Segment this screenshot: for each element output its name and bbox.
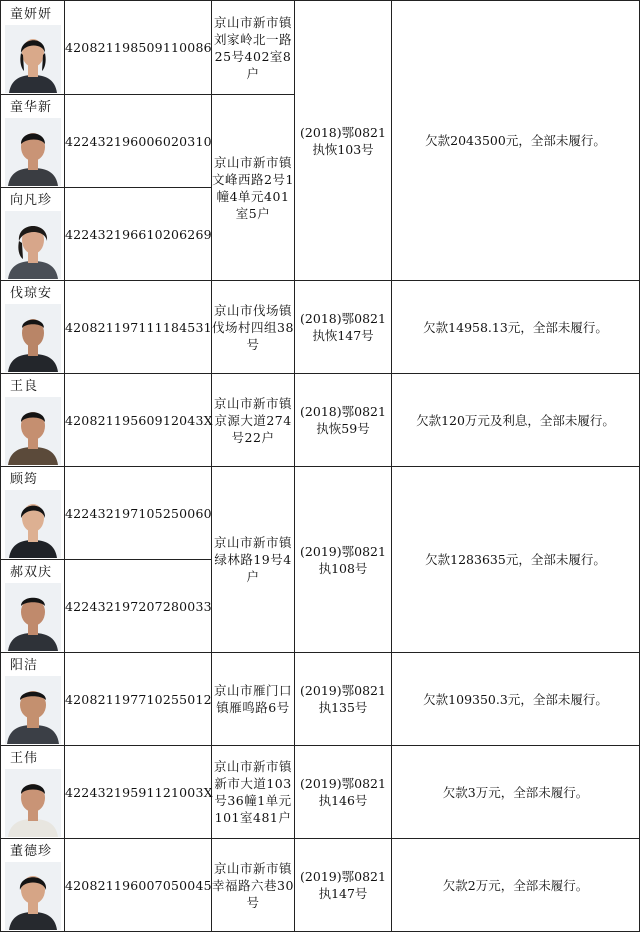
person-name: 王伟 [10,751,39,766]
portrait-photo [5,583,61,651]
portrait-photo [5,676,61,744]
table-row [1,1,640,95]
person-name: 郝双庆 [10,565,53,580]
portrait-photo [5,397,61,465]
person-name: 王良 [10,379,39,394]
case-number-cell: (2018)鄂0821执恢147号 [295,281,392,374]
person-cell [1,281,65,374]
person-name: 顾筠 [10,472,39,487]
address-cell: 京山市伐场镇伐场村四组38号 [212,281,295,374]
person-name: 童妍妍 [10,6,53,22]
id-number: 42243219591121003X [65,746,212,839]
case-number-cell: (2019)鄂0821执108号 [295,467,392,653]
status-cell: 欠款2043500元，全部未履行。 [392,1,640,281]
person-name: 童华新 [10,100,53,115]
id-number: 422432196610206269 [65,188,212,281]
id-number: 422432197207280033 [65,560,212,653]
address-cell: 京山市新市镇绿林路19号4户 [212,467,295,653]
case-number-cell: (2019)鄂0821执147号 [295,839,392,932]
portrait-photo [5,304,61,372]
address-cell: 京山市雁门口镇雁鸣路6号 [212,653,295,746]
portrait-photo [5,490,61,558]
table-row [1,746,640,839]
portrait-photo [5,862,61,930]
status-cell: 欠款14958.13元，全部未履行。 [392,281,640,374]
id-number: 42082119560912043X [65,374,212,467]
person-cell [1,839,65,932]
portrait-photo [5,769,61,837]
case-number-cell: (2019)鄂0821执135号 [295,653,392,746]
address-cell: 京山市新市镇新市大道103号36幢1单元101室481户 [212,746,295,839]
person-cell [1,374,65,467]
address-cell: 京山市新市镇刘家岭北一路25号402室8户 [212,1,295,95]
case-number-cell: (2018)鄂0821执恢59号 [295,374,392,467]
address-cell: 京山市新市镇京源大道274号22户 [212,374,295,467]
case-number-cell: (2019)鄂0821执146号 [295,746,392,839]
table-row [1,467,640,560]
person-cell [1,653,65,746]
person-cell [1,560,65,653]
status-cell: 欠款2万元，全部未履行。 [392,839,640,932]
id-number: 420821197111184531 [65,281,212,374]
status-cell: 欠款109350.3元，全部未履行。 [392,653,640,746]
person-cell [1,1,65,95]
id-number: 422432196006020310 [65,95,212,188]
table-row [1,374,640,467]
person-name: 阳洁 [10,658,39,673]
table-row [1,839,640,932]
status-cell: 欠款1283635元，全部未履行。 [392,467,640,653]
portrait-photo [5,25,61,93]
address-cell: 京山市新市镇幸福路六巷30号 [212,839,295,932]
person-cell [1,746,65,839]
person-cell [1,467,65,560]
portrait-photo [5,211,61,279]
portrait-photo [5,118,61,186]
table-row [1,653,640,746]
table-row [1,281,640,374]
person-name: 董德珍 [10,844,53,859]
id-number: 420821196007050045 [65,839,212,932]
address-cell: 京山市新市镇文峰西路2号1幢4单元401室5户 [212,95,295,281]
status-cell: 欠款3万元，全部未履行。 [392,746,640,839]
person-name: 向凡珍 [10,193,53,208]
case-number-cell: (2018)鄂0821执恢103号 [295,1,392,281]
id-number: 422432197105250060 [65,467,212,560]
person-cell [1,188,65,281]
status-cell: 欠款120万元及利息，全部未履行。 [392,374,640,467]
person-cell [1,95,65,188]
person-name: 伐琼安 [10,286,53,301]
id-number: 420821198509110086 [65,1,212,95]
id-number: 420821197710255012 [65,653,212,746]
